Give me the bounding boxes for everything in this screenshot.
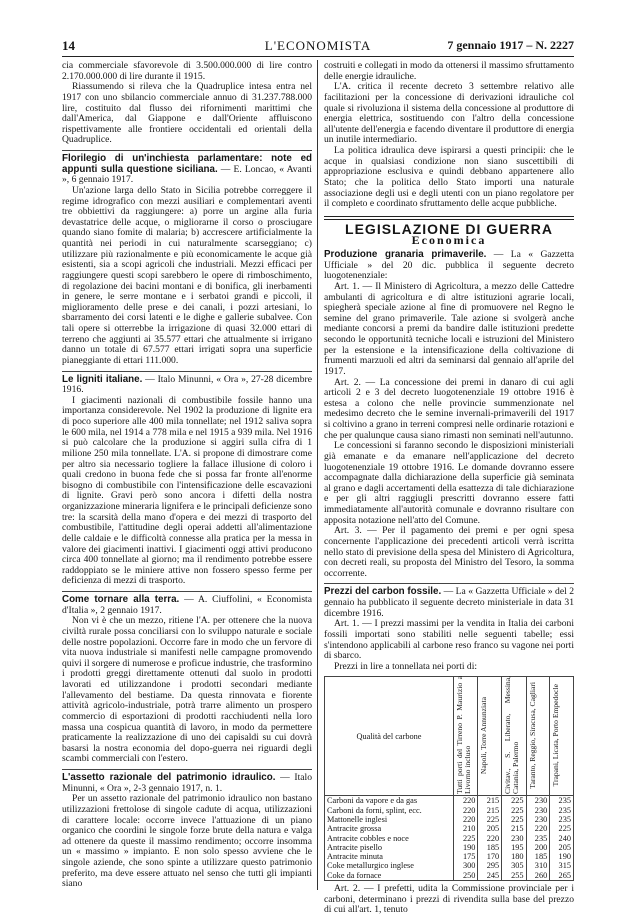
decree-intro: — La « Gazzetta Ufficiale » del 20 dic. pubblica il seguente decreto luogotenenziale:	[324, 249, 575, 282]
table-row: Coke da fornace 250 245 255 260 265	[325, 871, 574, 881]
column-header: Civitav., S. Liberato, Messina, Catania, Palermo	[502, 677, 526, 796]
article-ligniti	[62, 375, 312, 396]
paragraph: Art. 3. — Per il pagamento dei premi e per ogni spesa concernente l'applicazione dei precedenti articoli verrà iscritta nello stato di previsione della spesa del Ministero di Agricoltura, con decreti reali, su proposta del Ministro del Tesoro, la somma occorrente.	[324, 525, 574, 579]
left-column	[62, 61, 312, 890]
article-title: Le ligniti italiane.	[62, 373, 143, 385]
table-header-row	[325, 677, 574, 796]
paragraph: Art. 2. — I prefetti, udita la Commissione provinciale per i carboni, determinano i prezzi di rivendita sulla base del prezzo di cui all'art. 1, tenuto	[324, 883, 574, 916]
page-number: 14	[62, 38, 75, 53]
table-row: Carboni da vapore e da gas 220 215 225 230 235	[325, 796, 574, 806]
magazine-title: L'ECONOMISTA	[264, 38, 372, 53]
article-title: Florilegio di un'inchiesta parlamentare: note ed appunti sulla questione siciliana.	[62, 153, 312, 175]
decree-title: Produzione granaria primaverile.	[324, 249, 487, 260]
paragraph: Art. 1. — I prezzi massimi per la vendita in Italia dei carboni fossili importati sono stabiliti nelle seguenti tabelle; essi s'intendono applicabili al carbone reso franco su vagone nei porti di sbarco.	[324, 618, 574, 662]
decree-granaria	[324, 250, 574, 282]
paragraph: I giacimenti nazionali di combustibile fossile hanno una importanza considerevole. Nel 1902 la produzione di lignite era di poco superiore alle 400 mila tonnellate; nel 1912 saliva sopra le 600 mila, nel 1914 a 778 mila e nel 1915 a 939 mila. Nel 1916 si può calcolare che la produzione si aggiri sulla cifra di 1 milione 250 mila tonnellate. L'A. si propone di dimostrare come per altro sia necessario togliere la fallace illusione di coloro i quali credono in buona fede che si possa far fronte all'enorme bisogno di combustibile con l'intensificazione delle escavazioni di lignite. Gravi però sono ancora i difetti della nostra organizzazione mineraria lignifera e le principali deficienze sono tre: la scarsità della mano d'opera e dei mezzi di trasporto del combustibile, l'attitudine degli operai addetti all'alimentazione delle caldaie e le difficoltà connesse alla pratica per la messa in valore dei giacimenti inattivi. I giacimenti oggi attivi producono circa 400 tonnellate al giorno; ma il rendimento potrebbe essere raddoppiato se le miniere attive non fossero spesso ferme per deficienza di mezzi di trasporto.	[62, 394, 312, 587]
section-rule	[324, 216, 574, 220]
table-row: Mattonelle inglesi 220 225 225 230 235	[325, 815, 574, 824]
column-header: Trapani, Licata, Porto Empedocle	[550, 677, 574, 796]
article-title: Come tornare alla terra.	[62, 594, 180, 605]
issue-date: 7 gennaio 1917 – N. 2227	[447, 38, 574, 52]
paragraph: costruiti e collegati in modo da ottenersi il massimo sfruttamento delle energie idrauliche.	[324, 60, 574, 82]
coal-price-table	[324, 676, 574, 881]
article-florilegio	[62, 154, 312, 186]
paragraph: Per un assetto razionale del patrimonio idraulico non bastano utilizzazioni frettolose di singole cadute di acqua, utilizzazioni di carattere locale: occorre invece l'attuazione di un piano organico che coordini le singole forze brute della natura e valga ad ottenere da queste il massimo rendimento; occorre insomma un « massimo » impianto. E non solo spesso avviene che le singole aziende, che sono spinte a utilizzare questo patrimonio preferito, ma deve essere attuato nel senso che tutti gli impianti siano	[62, 793, 312, 890]
column-header: Tutti porti del Tirreno P. Maurizio a Livorno incluso	[454, 677, 478, 796]
paragraph: Riassumendo si rileva che la Quadruplice intesa entra nel 1917 con uno sbilancio commerciale annuo di 31.237.788.000 lire, costituito dal flusso dei rifornimenti marittimi che dall'America, dal Giappone e dall'Oriente affluiscono rispettivamente alle frontiere occidentali ed orientali della Quadruplice.	[62, 81, 312, 146]
table-row: Coke metallurgico inglese 300 295 305 310 315	[325, 861, 574, 870]
paragraph: Prezzi in lire a tonnellata nei porti di:	[334, 660, 478, 672]
article-source: — A. Ciuffolini, « Economista d'Italia », 2 gennaio 1917.	[62, 594, 312, 616]
decree-title: Prezzi del carbon fossile.	[324, 586, 442, 598]
article-idraulico	[62, 773, 312, 794]
paragraph: Un'azione larga dello Stato in Sicilia potrebbe correggere il regime idrografico con mezzi ausiliari e complementari aventi tre obbiettivi da raggiungere: a) porre un argine alla furia devastatrice delle acque, o migliorarne il corso o prosciugare quando siano fomite di malaria; b) accrescere artificialmente la quantità nei periodi in cui naturalmente scarseggiano; c) utilizzare più razionalmente e più economicamente le acque già esistenti, sia a scopi agricoli che industriali. Mezzi efficaci per raggiungere questi scopi sarebbero le opere di rimboschimento, di regolazione dei bacini montani e di bonifica, gli inerbamenti in genere, le serre montane e i serbatoi grandi e piccoli, il miglioramento delle prese e dei canali, i pozzi artesiani, lo sbarramento dei corsi latenti e le dighe e gallerie subalvee. Con tali opere si otterrebbe la irrigazione di quasi 32.000 ettari di terreno che aggiunti ai 35.577 ettari che attualmente si irrigano danno un totale di 67.577 ettari irrigati sopra una superficie pianeggiante di ettari 111.000.	[62, 184, 312, 366]
decree-intro: — La « Gazzetta Ufficiale » del 2 gennaio ha pubblicato il seguente decreto ministeriale in data 31 dicembre 1916.	[324, 586, 574, 619]
column-header: Taranto, Reggio, Siracusa, Cagliari	[526, 677, 550, 796]
section-title: LEGISLAZIONE DI GUERRA	[345, 220, 553, 237]
divider	[62, 591, 312, 592]
paragraph: Art. 1. — Il Ministero di Agricoltura, a mezzo delle Cattedre ambulanti di agricoltura e di altre istituzioni agrarie locali, spiegherà speciale azione al fine di promuovere nel Regno le semine del grano primaverile. Tale azione si svolgerà anche mediante concorsi a premi da bandire dalle istituzioni predette secondo le opportunità tecniche locali e istruzioni del Ministero per la estensione e la intensificazione della coltivazione di frumenti marzuoli ed altri da seminarsi dal gennaio all'aprile del 1917.	[324, 280, 574, 377]
page-header	[62, 36, 574, 57]
decree-carbon	[324, 587, 574, 619]
section-subtitle: Economica	[411, 233, 487, 248]
divider	[62, 371, 312, 372]
table-row: Antracite cobbles e noce 225 220 230 235 240	[325, 834, 574, 843]
divider	[324, 583, 574, 584]
right-column	[324, 61, 574, 916]
paragraph: cia commerciale sfavorevole di 3.500.000.000 di lire contro 2.170.000.000 di lire durante il 1915.	[62, 60, 312, 82]
paragraph: Le concessioni si faranno secondo le disposizioni ministeriali già emanate e da emanare nell'applicazione del decreto luogotenenziale 19 ottobre 1916. Le domande dovranno essere accompagnate dalla dichiarazione della superficie già seminata al grano e dagli accertamenti della esattezza di tale dichiarazione e per gli altri raggiugli prescritti dovranno essere fatti immediatamente all'autorità comunale e dovranno risultare con apposita notazione nell'atto del Comune.	[324, 440, 574, 526]
paragraph: Non vi è che un mezzo, ritiene l'A. per ottenere che la nuova civiltà rurale possa conciliarsi con lo sviluppo naturale e sociale delle nostre popolazioni. Occorre fare in modo che un fervore di vita nuova industriale si manifesti nelle campagne promovendo quivi il sorgere di numerose e proficue industrie, che trasformino i prodotti greggi direttamente ottenuti dal suolo in prodotti lavorati ed utilizzandone i prodotti secondari mediante l'allevamento del bestiame. Da questa rinnovata e fiorente attività agricolo-industriale, potrà trarre alimento un prospero commercio di esportazioni di prodotti racchiudenti nella loro massa una cospicua quantità di lavoro, in modo da permettere praticamente la realizzazione di uno dei capisaldi su cui dovrà basarsi la nostra economia del dopo-guerra nei riguardi degli scambi commerciali con l'estero.	[62, 615, 312, 765]
article-title: L'assetto razionale del patrimonio idraulico.	[62, 772, 276, 783]
table-row: Carboni da forni, splint, ecc. 220 215 225 230 235	[325, 806, 574, 815]
paragraph: La politica idraulica deve ispirarsi a questi principii: che le acque in qualsiasi condizione non siano suscettibili di appropriazione esclusiva e quindi debbano appartenere allo Stato; che la politica dello Stato importi una naturale associazione degli usi e degli utenti con un piano regolatore per il completo e coordinato sfruttamento delle acque pubbliche.	[324, 145, 574, 210]
article-source: — Italo Minunni, « Ora », 2-3 gennaio 1917, n. 1.	[62, 772, 312, 794]
divider	[62, 769, 312, 770]
quality-header: Qualità del carbone	[325, 677, 454, 796]
table-row: Antracite grossa 210 205 215 220 225	[325, 824, 574, 833]
divider	[62, 150, 312, 151]
article-terra	[62, 595, 312, 616]
column-header: Napoli, Torre Annunziata	[478, 677, 502, 796]
paragraph: Art. 2. — La concessione dei premi in danaro di cui agli articoli 2 e 3 del decreto luogotenenziale 19 ottobre 1916 è estesa a colono che nelle provincie summenzionate nel medesimo decreto che le semine invernali-primaverili del 1917 si coltivino a grano in terreni compresi nelle ordinarie rotazioni e che per qualunque causa siano rimasti non seminati nell'autunno.	[324, 376, 574, 441]
table-row: Antracite minuta 175 170 180 185 190	[325, 852, 574, 861]
article-source: — Italo Minunni, « Ora », 27-28 dicembre 1916.	[62, 373, 312, 396]
paragraph: L'A. critica il recente decreto 3 settembre relativo alle facilitazioni per la concessione di derivazioni idrauliche col quale si rivoluziona il sistema della concessione al produttore di energia elettrica, sostituendo con l'altro della concessione all'utente dell'energia e facendo diventare il produttore di energia un inutile intermediario.	[324, 81, 574, 146]
table-row: Antracite pisello 190 185 195 200 205	[325, 843, 574, 852]
column-divider	[317, 60, 318, 890]
article-source: — E. Loncao, « Avanti », 6 gennaio 1917.	[62, 163, 312, 186]
